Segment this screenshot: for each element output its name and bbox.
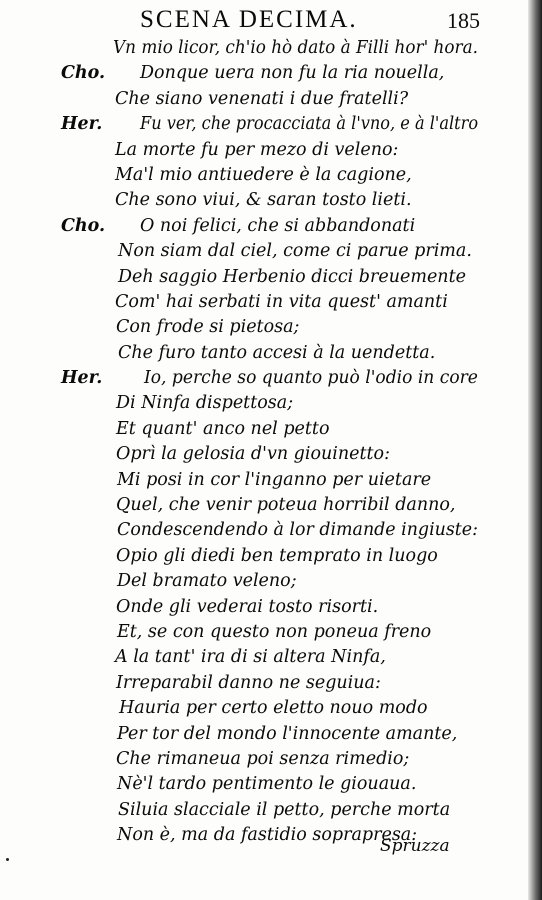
verse-line [0, 518, 528, 543]
verse-line [0, 239, 528, 264]
verse-text-line: Per tor del mondo l'innocente amante, [117, 723, 458, 744]
verse-text-line: O noi felici, che si abbandonati [140, 215, 416, 236]
verse-text-line: Et quant' anco nel petto [116, 418, 330, 439]
verse-line [0, 265, 528, 290]
verse-text-line: Irreparabil danno ne seguiua: [116, 672, 381, 693]
verse-text [0, 36, 528, 849]
verse-text-line: Non siam dal ciel, come ci parue prima. [118, 241, 472, 262]
verse-text-line: Condescendendo à lor dimande ingiuste: [117, 520, 478, 541]
verse-line [0, 87, 528, 112]
verse-line [0, 569, 528, 594]
verse-text-line: Di Ninfa dispettosa; [116, 393, 294, 414]
verse-text-line: Donque uera non fu la ria nouella, [140, 63, 445, 84]
speaker-label: Cho. [61, 63, 106, 84]
verse-text-line: Non è, ma da fastidio soprapresa: [117, 825, 418, 846]
verse-text-line: Deh saggio Herbenio dicci breuemente [118, 266, 466, 287]
verse-line [0, 417, 528, 442]
catchword: Spruzza [380, 836, 450, 856]
verse-line [0, 696, 528, 721]
verse-text-line: Hauria per certo eletto nouo modo [119, 698, 428, 719]
verse-line [0, 442, 528, 467]
verse-text-line: Che furo tanto accesi à la uendetta. [118, 342, 436, 363]
verse-line [0, 366, 528, 391]
verse-text-line: Oprì la gelosia d'vn giouinetto: [116, 444, 390, 465]
ink-speck [6, 858, 9, 861]
verse-line [0, 112, 528, 137]
verse-text-line: Opio gli diedi ben temprato in luogo [116, 545, 438, 566]
verse-text-line: Che sono viui, & saran tosto lieti. [115, 190, 412, 211]
verse-line [0, 772, 528, 797]
speaker-label: Her. [61, 368, 103, 389]
verse-line [0, 747, 528, 772]
verse-text-line: Che siano venenati i due fratelli? [115, 88, 409, 109]
verse-text-line: Che rimaneua poi senza rimedio; [116, 748, 410, 769]
verse-text-line: Siluia slacciale il petto, perche morta [118, 799, 451, 820]
verse-line [0, 391, 528, 416]
verse-line [0, 214, 528, 239]
speaker-label: Cho. [61, 215, 106, 236]
verse-line [0, 163, 528, 188]
verse-line [0, 36, 528, 61]
verse-text-line: Com' hai serbati in vita quest' amanti [115, 291, 448, 312]
verse-line [0, 341, 528, 366]
verse-line [0, 620, 528, 645]
verse-text-line: Io, perche so quanto può l'odio in core [144, 368, 478, 389]
verse-line [0, 61, 528, 86]
speaker-label: Her. [61, 114, 103, 135]
verse-line [0, 290, 528, 315]
verse-line [0, 595, 528, 620]
verse-text-line: Vn mio licor, ch'io hò dato à Filli hor' hora. [113, 38, 478, 58]
verse-text-line: Ma'l mio antiuedere è la cagione, [115, 164, 412, 185]
verse-line [0, 722, 528, 747]
verse-line [0, 645, 528, 670]
verse-text-line: Fu ver, che procacciata à l'vno, e à l'altro [140, 114, 479, 135]
verse-text-line: Onde gli vederai tosto risorti. [116, 596, 379, 617]
page-header [140, 6, 480, 34]
verse-text-line: A la tant' ira di si altera Ninfa, [115, 647, 386, 668]
verse-text-line: Mi posi in cor l'inganno per uietare [117, 469, 432, 490]
verse-text-line: Quel, che venir poteua horribil danno, [116, 495, 456, 516]
verse-text-line: La morte fu per mezo di veleno: [115, 139, 399, 160]
page-number: 185 [447, 8, 480, 33]
verse-text-line: Con frode si pietosa; [116, 317, 300, 338]
verse-line [0, 138, 528, 163]
verse-line [0, 671, 528, 696]
verse-text-line: Et, se con questo non poneua freno [117, 621, 432, 642]
running-head: SCENA DECIMA. [140, 6, 358, 33]
verse-line [0, 798, 528, 823]
verse-text-line: Del bramato veleno; [117, 571, 297, 592]
verse-line [0, 315, 528, 340]
verse-text-line: Nè'l tardo pentimento le giouaua. [117, 774, 417, 795]
verse-line [0, 188, 528, 213]
verse-line [0, 493, 528, 518]
verse-line [0, 544, 528, 569]
verse-line [0, 468, 528, 493]
page-gutter-shadow [528, 0, 542, 900]
